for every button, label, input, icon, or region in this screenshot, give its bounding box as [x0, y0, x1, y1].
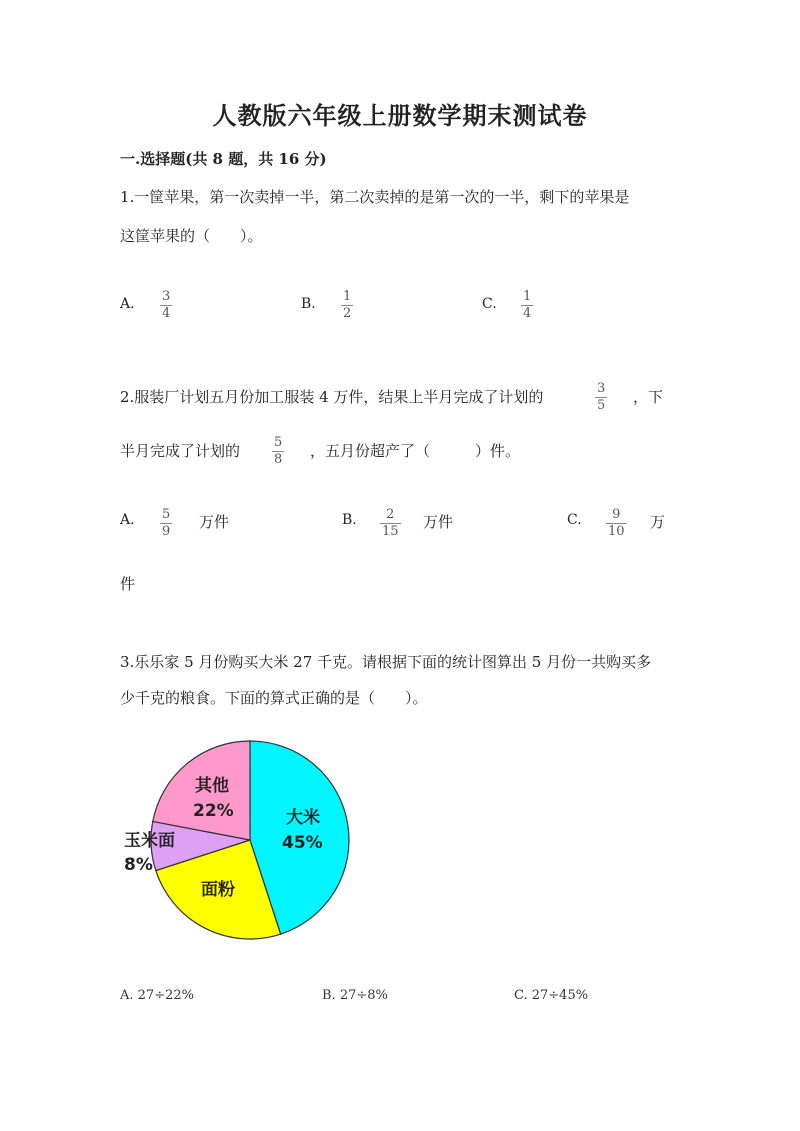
q3-text-line2: 少千克的粮食。下面的算式正确的是（ ）。: [120, 689, 428, 707]
fraction: $\frac{5}{8}$: [274, 435, 283, 467]
fraction: $\frac{3}{4}$: [162, 289, 171, 321]
pie-label-other: 其他: [195, 776, 229, 796]
fraction: $\frac{5}{9}$: [162, 507, 171, 539]
option-unit: 万件: [199, 513, 230, 531]
q1-text-line1: 1.一筐苹果，第一次卖掉一半，第二次卖掉的是第一次的一半，剩下的苹果是: [120, 188, 630, 206]
fraction: $\frac{3}{5}$: [597, 381, 606, 413]
fraction: $\frac{1}{2}$: [343, 289, 352, 321]
q3-text-line1: 3.乐乐家 5 月份购买大米 27 千克。请根据下面的统计图算出 5 月份一共购买多: [120, 653, 652, 671]
q2-text-line2b: ，五月份超产了（ ）件。: [310, 442, 521, 460]
section-heading: 一.选择题(共 8 题，共 16 分): [120, 150, 327, 168]
pie-value-corn: 8%: [124, 855, 153, 875]
option-unit: 万: [650, 513, 666, 531]
q1-text-line2: 这筐苹果的（ ）。: [120, 227, 263, 245]
pie-label-corn: 玉米面: [124, 831, 175, 851]
option-letter: B.: [301, 296, 316, 312]
pie-chart: [115, 735, 365, 950]
pie-value-rice: 45%: [282, 833, 323, 853]
q2-text-line1b: ，下: [633, 388, 664, 406]
option-letter: A.: [120, 296, 135, 312]
option-unit: 万件: [423, 513, 454, 531]
option-letter: A.: [120, 512, 135, 528]
q2-text-line2a: 半月完成了计划的: [120, 442, 241, 460]
q3-option-a[interactable]: A. 27÷22%: [120, 988, 194, 1003]
option-letter: C.: [482, 296, 497, 312]
q3-option-c[interactable]: C. 27÷45%: [514, 988, 589, 1003]
q2-option-c-wrap: 件: [120, 575, 136, 593]
fraction: $\frac{9}{10}$: [608, 507, 625, 539]
fraction: $\frac{1}{4}$: [523, 289, 532, 321]
option-letter: B.: [342, 512, 357, 528]
q3-option-b[interactable]: B. 27÷8%: [322, 988, 388, 1003]
option-letter: C.: [567, 512, 582, 528]
pie-label-rice: 大米: [286, 808, 320, 828]
page-title: 人教版六年级上册数学期末测试卷: [212, 101, 588, 130]
pie-value-other: 22%: [193, 801, 234, 821]
pie-label-flour: 面粉: [201, 880, 235, 900]
q2-text-line1a: 2.服装厂计划五月份加工服装 4 万件，结果上半月完成了计划的: [120, 388, 544, 406]
fraction: $\frac{2}{15}$: [382, 507, 399, 539]
